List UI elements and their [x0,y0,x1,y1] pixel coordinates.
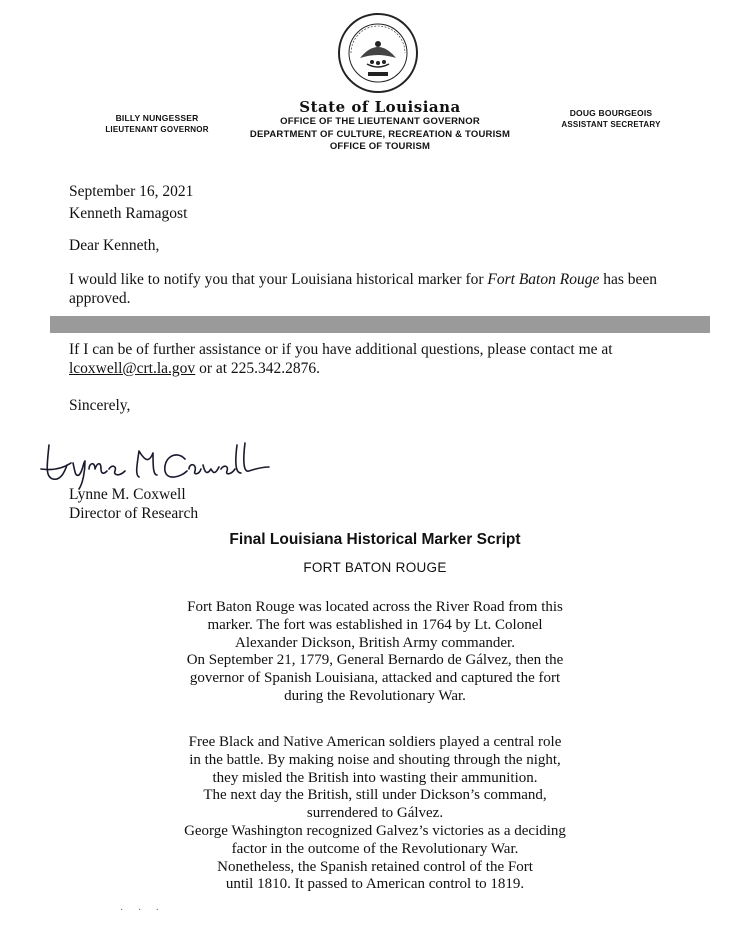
notify-text-after: has been approved. [69,271,658,307]
script-line: during the Revolutionary War. [284,687,466,704]
script-line: Fort Baton Rouge was located across the River Road from this [187,599,563,615]
notify-text-before: I would like to notify you that your Louisiana historical marker for [69,271,488,288]
script-line: they misled the British into wasting their ammunition. [212,769,538,786]
script-line: Nonetheless, the Spanish retained control of the Fort [217,858,533,875]
office-line-1: OFFICE OF THE LIEUTENANT GOVERNOR [280,116,480,127]
lieutenant-governor-name: BILLY NUNGESSER [115,113,199,123]
contact-paragraph [69,340,689,378]
redaction-bar [50,316,710,333]
script-paragraph-2 [130,734,620,894]
lieutenant-governor-title: LIEUTENANT GOVERNOR [105,125,209,134]
assistant-secretary-name: DOUG BOURGEOIS [569,108,653,118]
script-line: governor of Spanish Louisiana, attacked and captured the fort [189,670,561,687]
state-seal [337,12,419,94]
state-title: State of Louisiana [299,98,461,116]
script-line: Alexander Dickson, British Army commander. [235,634,515,651]
contact-line-2 [69,359,689,378]
script-line: On September 21, 1779, General Bernardo de Gálvez, then the [186,652,564,669]
script-title: Final Louisiana Historical Marker Script [229,531,521,548]
script-line: surrendered to Gálvez. [306,805,444,822]
phone-text: or at 225.342.2876. [195,360,321,377]
script-line: marker. The fort was established in 1764 by Lt. Colonel [207,616,543,633]
closing: Sincerely, [69,397,131,414]
notification-paragraph [69,270,689,308]
marker-name: Fort Baton Rouge [487,271,600,288]
script-paragraph-1 [130,599,620,706]
email-link[interactable]: lcoxwell@crt.la.gov [69,360,196,377]
assistant-secretary-title: ASSISTANT SECRETARY [561,120,661,129]
letter-date: September 16, 2021 [69,183,194,200]
signer-title: Director of Research [69,505,199,522]
script-line: The next day the British, still under Dickson’s command, [203,787,547,804]
script-line: Free Black and Native American soldiers played a central role [188,734,562,750]
salutation: Dear Kenneth, [69,237,160,254]
office-line-3: OFFICE OF TOURISM [329,141,431,152]
letterhead-center [200,98,560,154]
script-line: in the battle. By making noise and shouting through the night, [189,751,561,768]
script-subtitle: FORT BATON ROUGE [303,560,447,575]
signer-name: Lynne M. Coxwell [69,486,186,503]
contact-line-1: If I can be of further assistance or if you have additional questions, please contact me at [69,341,613,358]
script-line: factor in the outcome of the Revolutionary War. [231,840,519,857]
script-line: until 1810. It passed to American control to 1819. [225,876,525,893]
assistant-secretary-block [541,107,681,131]
recipient-name: Kenneth Ramagost [69,205,188,222]
script-line: George Washington recognized Galvez’s victories as a deciding [184,822,566,839]
office-line-2: DEPARTMENT OF CULTURE, RECREATION & TOURISM [249,128,511,140]
scan-artifact: · · · [120,905,165,916]
